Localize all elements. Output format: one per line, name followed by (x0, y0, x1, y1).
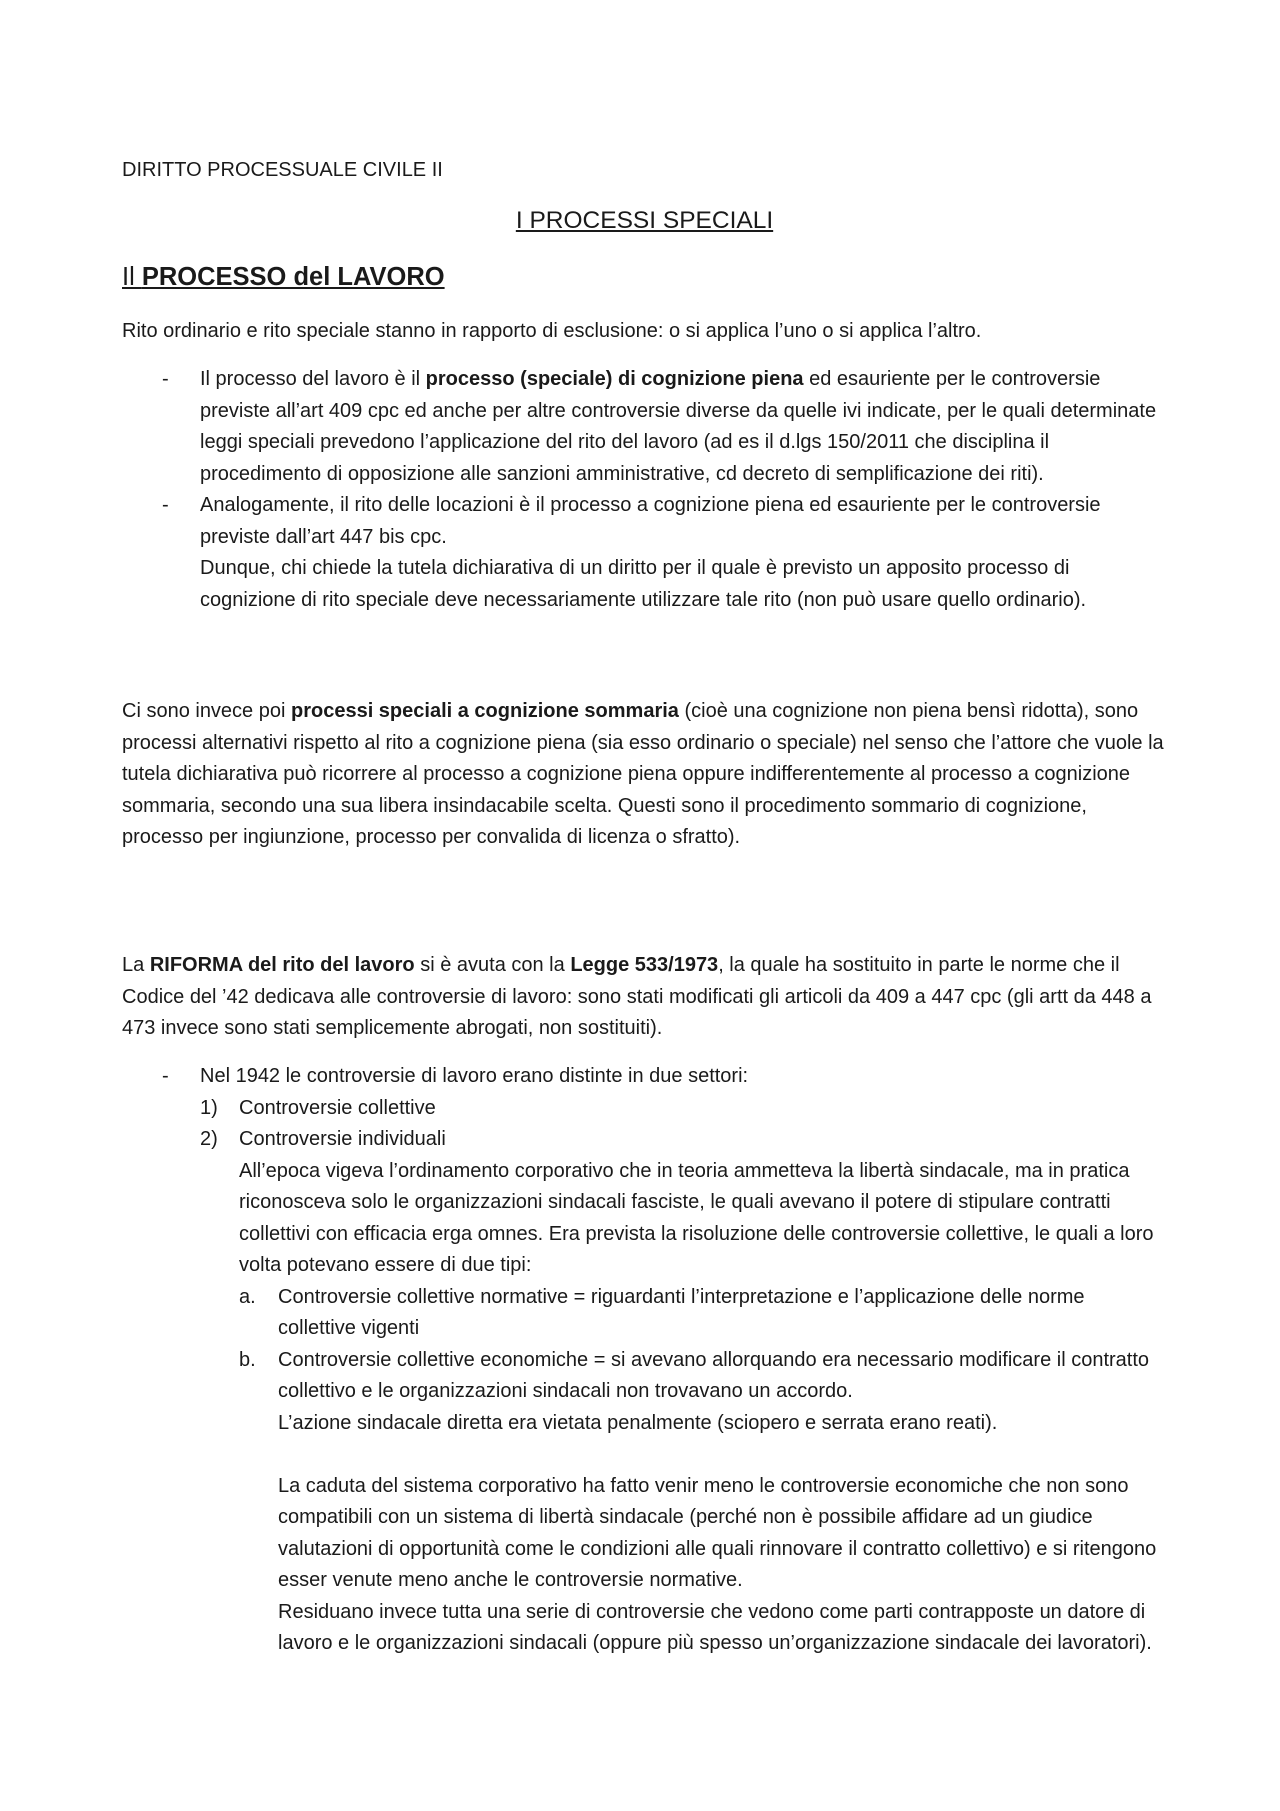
item-text-bold: processo (speciale) di cognizione piena (425, 368, 804, 390)
reform-pre: La (122, 954, 150, 976)
item-text: Nel 1942 le controversie di lavoro erano distinte in due settori: (200, 1065, 749, 1087)
reform-bold-law: Legge 533/1973 (570, 954, 719, 976)
list-item-labour-process (122, 364, 1167, 490)
numbered-item-collective (200, 1093, 1167, 1125)
list-marker: 2) (200, 1128, 218, 1150)
summary-bold: processi speciali a cognizione sommaria (290, 700, 679, 722)
list-marker: 1) (200, 1096, 218, 1119)
summary-post: (cioè una cognizione non piena bensì ridotta), sono processi alternativi rispetto al rito a cognizione piena (sia esso ordinario o speciale) nel senso che l’attore che vuole la tutela dichiarativa può ricorrere al processo a cognizione piena oppure indifferentemente al processo a cognizione sommaria, secondo una sua libera insindacabile scelta. Questi sono il procedimento sommario di cognizione, processo per ingiunzione, processo per convalida di licenza o sfratto). (122, 700, 1164, 848)
history-list (122, 1061, 1167, 1660)
list-marker: a. (239, 1285, 256, 1308)
epoch-paragraph: All’epoca vigeva l’ordinamento corporativo che in teoria ammetteva la libertà sindacale, ma in pratica riconosceva solo le organizzazioni sindacali fasciste, le quali avevano il potere di stipulare contratti collettivi con efficacia erga omnes. Era prevista la risoluzione delle controversie collettive, le quali a loro volta potevano essere di due tipi: (239, 1159, 1154, 1276)
item-text-pre: Il processo del lavoro è il (200, 368, 426, 390)
lettered-item-normative (239, 1282, 1167, 1345)
page-title: I PROCESSI SPECIALI (515, 207, 774, 234)
section-heading-prefix: Il (122, 263, 142, 291)
reform-post: , la quale ha sostituito in parte le norme che il Codice del ’42 dedicava alle controversie di lavoro: sono stati modificati gli articoli da 409 a 447 cpc (gli artt da 448 a 473 invece sono stati semplicemente abrogati, non sostituiti). (122, 954, 1152, 1039)
list-item-1942 (122, 1061, 1167, 1660)
section-heading-bold: PROCESSO del LAVORO (141, 263, 445, 291)
numbered-list (200, 1093, 1167, 1660)
numbered-item-text: Controversie collettive (239, 1096, 436, 1119)
lettered-item-economic (239, 1345, 1167, 1660)
summary-paragraph (122, 696, 1167, 854)
lettered-item-text: Controversie collettive economiche = si avevano allorquando era necessario modificare il contratto collettivo e le organizzazioni sindacali non trovavano un accordo. (278, 1348, 1150, 1402)
list-marker: b. (239, 1348, 256, 1371)
residual-disputes-text: Residuano invece tutta una serie di controversie che vedono come parti contrapposte un datore di lavoro e le organizzazioni sindacali (oppure più spesso un’organizzazione sindacale dei lavoratori). (278, 1600, 1152, 1654)
union-action-text: L’azione sindacale diretta era vietata penalmente (sciopero e serrata erano reati). (278, 1411, 998, 1434)
intro-paragraph: Rito ordinario e rito speciale stanno in rapporto di esclusione: o si applica l’uno o si applica l’altro. (122, 320, 982, 342)
list-item-lease-process (122, 490, 1167, 616)
item-text-post: ed esauriente per le controversie previste all’art 409 cpc ed anche per altre controversie diverse da quelle ivi indicate, per le quali determinate leggi speciali prevedono l’applicazione del rito del lavoro (ad es il d.lgs 150/2011 che disciplina il procedimento di opposizione alle sanzioni amministrative, cd decreto di semplificazione dei riti). (200, 368, 1157, 485)
fall-corporative-text: La caduta del sistema corporativo ha fatto venir meno le controversie economiche che non sono compatibili con un sistema di libertà sindacale (perché non è possibile affidare ad un giudice valutazioni di opportunità come le condizioni alle quali rinnovare il contratto collettivo) e si ritengono esser venute meno anche le controversie normative. (278, 1474, 1157, 1591)
blank-line (278, 1439, 1167, 1471)
item-continuation: Dunque, chi chiede la tutela dichiarativa di un diritto per il quale è previsto un apposito processo di cognizione di rito speciale deve necessariamente utilizzare tale rito (non può usare quello ordinario). (200, 557, 1087, 611)
reform-paragraph (122, 950, 1167, 1045)
section-heading (122, 262, 445, 294)
item-text: Analogamente, il rito delle locazioni è il processo a cognizione piena ed esauriente per le controversie previste dall’art 447 bis cpc. (200, 494, 1101, 548)
reform-bold-title: RIFORMA del rito del lavoro (149, 954, 415, 976)
numbered-item-text: Controversie individuali (239, 1128, 446, 1150)
processes-list (122, 364, 1167, 616)
reform-mid: si è avuta con la (414, 954, 571, 976)
lettered-list (239, 1282, 1167, 1660)
summary-pre: Ci sono invece poi (122, 700, 291, 722)
numbered-item-individual (200, 1124, 1167, 1660)
course-header: DIRITTO PROCESSUALE CIVILE II (122, 159, 443, 181)
lettered-item-text: Controversie collettive normative = riguardanti l’interpretazione e l’applicazione delle norme collettive vigenti (278, 1285, 1085, 1339)
